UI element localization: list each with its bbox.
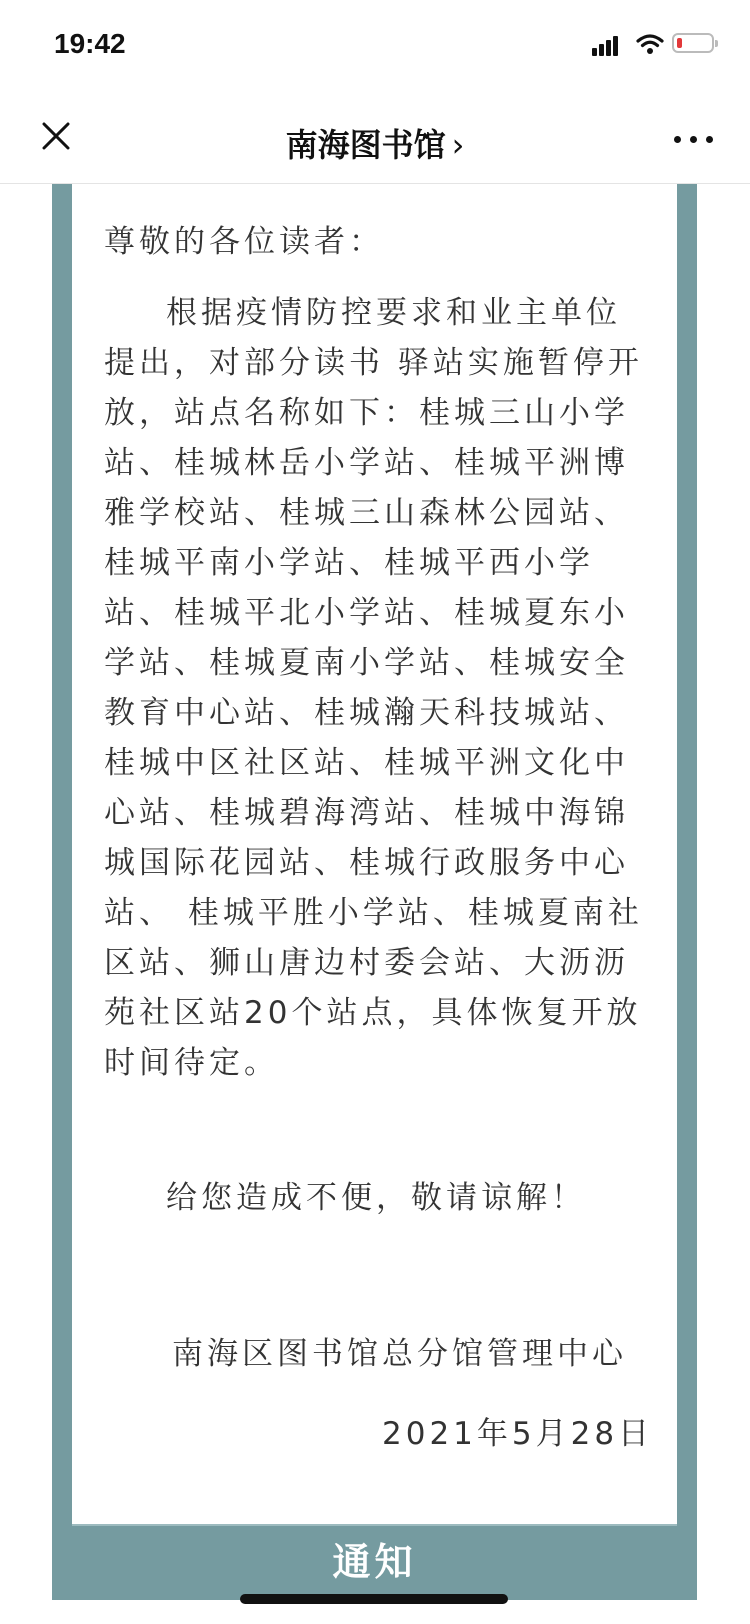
page-title[interactable] bbox=[0, 120, 750, 166]
status-bar bbox=[0, 0, 750, 90]
article-date: 2021年5月28日 bbox=[382, 1416, 654, 1452]
article-organization: 南海区图书馆总分馆管理中心 bbox=[172, 1336, 627, 1372]
chevron-right-icon: › bbox=[451, 126, 465, 164]
signal-icon bbox=[592, 34, 626, 56]
article-greeting: 尊敬的各位读者： bbox=[104, 224, 384, 260]
wifi-icon bbox=[636, 32, 664, 56]
article-body: 根据疫情防控要求和业主单位提出，对部分读书 驿站实施暂停开放，站点名称如下：桂城三山小学站、桂城林岳小学站、桂城平洲博雅学校站、桂城三山森林公园站、桂城平南小学站、桂城平西小学站、桂城平北小学站、桂城夏东小学站、桂城夏南小学站、桂城安全教育中心站、桂城瀚天科技城站、桂城中区社区站、桂城平洲文化中心站、桂城碧海湾站、桂城中海锦城国际花园站、桂城行政服务中心站、 桂城平胜小学站、桂城夏南社区站、狮山唐边村委会站、大沥沥苑社区站20个站点，具体恢复开放时间待定。 bbox=[104, 295, 643, 1081]
more-icon[interactable] bbox=[674, 136, 714, 144]
notice-banner: 通知 bbox=[72, 1524, 677, 1600]
nav-bar bbox=[0, 90, 750, 184]
battery-icon bbox=[672, 33, 714, 53]
home-indicator[interactable] bbox=[240, 1594, 508, 1604]
page-title-text: 南海图书馆 bbox=[285, 126, 446, 164]
status-time: 19:42 bbox=[54, 28, 126, 59]
article-apology: 给您造成不便，敬请谅解！ bbox=[166, 1180, 586, 1216]
